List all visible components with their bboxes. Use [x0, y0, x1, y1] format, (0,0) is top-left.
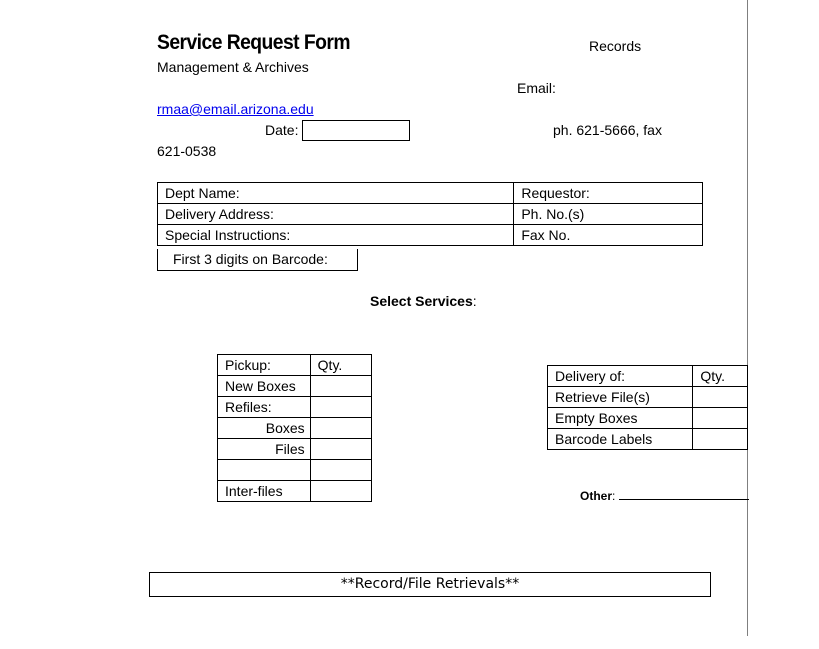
pickup-refile-boxes: Boxes	[218, 418, 311, 439]
pickup-inter-files: Inter-files	[218, 481, 311, 502]
pickup-blank-row-qty[interactable]	[310, 460, 371, 481]
page-edge	[747, 0, 748, 636]
table-row	[218, 481, 372, 502]
table-row	[158, 204, 703, 225]
pickup-refiles-qty[interactable]	[310, 397, 371, 418]
pickup-header: Pickup:	[218, 355, 311, 376]
table-row	[218, 439, 372, 460]
table-row	[218, 418, 372, 439]
special-instructions-field[interactable]: Special Instructions:	[158, 225, 514, 246]
pickup-refiles: Refiles:	[218, 397, 311, 418]
table-row	[218, 397, 372, 418]
table-row	[218, 355, 372, 376]
fax-number-field[interactable]: Fax No.	[514, 225, 703, 246]
delivery-barcode-labels: Barcode Labels	[548, 429, 693, 450]
pickup-new-boxes: New Boxes	[218, 376, 311, 397]
table-row	[218, 460, 372, 481]
phone-fax-part2: 621-0538	[157, 143, 217, 159]
record-file-retrievals-banner: **Record/File Retrievals**	[149, 572, 711, 597]
pickup-new-boxes-qty[interactable]	[310, 376, 371, 397]
phone-numbers-field[interactable]: Ph. No.(s)	[514, 204, 703, 225]
delivery-header: Delivery of:	[548, 366, 693, 387]
delivery-retrieve-files: Retrieve File(s)	[548, 387, 693, 408]
info-table	[157, 182, 703, 246]
select-services-title: Select Services	[370, 293, 473, 309]
other-row	[580, 487, 749, 503]
pickup-qty-header: Qty.	[310, 355, 371, 376]
table-row	[548, 429, 748, 450]
table-row	[218, 376, 372, 397]
other-input-line[interactable]	[619, 487, 749, 500]
table-row	[548, 408, 748, 429]
requestor-field[interactable]: Requestor:	[514, 183, 703, 204]
date-field[interactable]	[302, 120, 410, 141]
select-services-heading	[370, 293, 477, 309]
barcode-digits-field[interactable]: First 3 digits on Barcode:	[157, 249, 358, 271]
table-row	[548, 366, 748, 387]
dept-name-part2: Management & Archives	[157, 59, 309, 75]
table-row	[548, 387, 748, 408]
pickup-refile-boxes-qty[interactable]	[310, 418, 371, 439]
form-title: Service Request Form	[157, 31, 350, 54]
pickup-refile-files-qty[interactable]	[310, 439, 371, 460]
pickup-inter-files-qty[interactable]	[310, 481, 371, 502]
table-row	[158, 225, 703, 246]
delivery-address-field[interactable]: Delivery Address:	[158, 204, 514, 225]
delivery-qty-header: Qty.	[693, 366, 748, 387]
delivery-barcode-labels-qty[interactable]	[693, 429, 748, 450]
pickup-refile-files: Files	[218, 439, 311, 460]
table-row	[158, 183, 703, 204]
other-colon: :	[612, 489, 616, 503]
date-label: Date:	[265, 122, 299, 138]
delivery-empty-boxes-qty[interactable]	[693, 408, 748, 429]
other-label: Other	[580, 489, 613, 503]
email-label: Email:	[517, 80, 556, 96]
pickup-table	[217, 354, 372, 502]
email-link[interactable]: rmaa@email.arizona.edu	[157, 101, 314, 117]
dept-name-part1: Records	[589, 38, 642, 54]
delivery-table	[547, 365, 748, 450]
delivery-retrieve-files-qty[interactable]	[693, 387, 748, 408]
pickup-blank-row	[218, 460, 311, 481]
select-services-colon: :	[472, 293, 477, 309]
phone-fax-part1: ph. 621-5666, fax	[553, 122, 662, 138]
dept-name-field[interactable]: Dept Name:	[158, 183, 514, 204]
delivery-empty-boxes: Empty Boxes	[548, 408, 693, 429]
